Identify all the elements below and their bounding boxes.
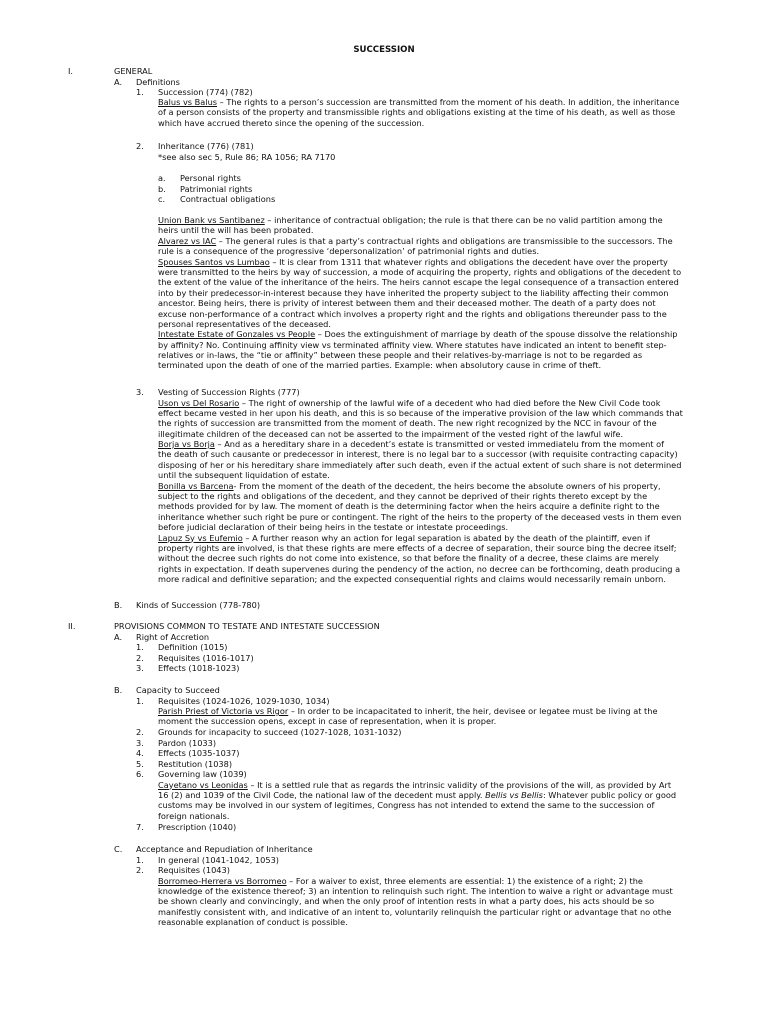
item-title: Requisites (1043) <box>158 865 230 875</box>
case-digest: Parish Priest of Victoria vs Rigor – In order to be incapacitated to inherit, the heir, devisee or legatee must be living at the moment the succession opens, except in case of representation, when it is proper. <box>158 706 658 727</box>
subsection-title: Acceptance and Repudiation of Inheritance <box>136 844 313 854</box>
list-letter: b. <box>158 183 166 194</box>
case-name: Bonilla vs Barcena <box>158 480 234 491</box>
list-letter: a. <box>158 173 166 183</box>
subsection-title: Capacity to Succeed <box>136 685 220 695</box>
item-number: 3. <box>136 387 144 397</box>
item-number: 2. <box>136 652 144 663</box>
case-digest-group: Union Bank vs Santibanez – inheritance of contractual obligation; the rule is that there can be no valid partition among the heirs until the will has been probated. Alvarez vs IAC – The general rules is that a party’s contractual rights and obligations are transmissible to the successors. The rule is a consequence of the progressive ‘depersonalization’ of patrimonial rights and duties. Spouses Santos vs Lumbao – It is clear from 1311 that whatever rights and obligations the decedent have over the property were transmitted to the heirs by way of succession, a mode of acquiring the property, rights and obligations of the decedent to the extent of the value of the inheritance of the heirs. The heirs cannot escape the legal consequence of a transaction entered into by their predecessor-in-interest because they have inherited the property subject to the liability affecting their common ancestor. Being heirs, there is privity of interest between them and their deceased mother. The death of a party does not excuse non-performance of a contract which involves a property right and the rights and obligations thereunder pass to the personal representatives of the deceased. Intestate Estate of Gonzales vs People – Does the extinguishment of marriage by death of the spouse dissolve the relationship by affinity? No. Continuing affinity view vs terminated affinity view. Where statutes have indicated an intent to benefit step- relatives or in-laws, the “tie or affinity” between these people and their relatives-by-marriage is not to be regarded as terminated upon the death of one of the married parties. Example: when absolutory cause in crime of theft. <box>158 215 682 371</box>
item-number: 1. <box>136 87 144 97</box>
case-name: Parish Priest of Victoria vs Rigor <box>158 706 289 716</box>
document-title: SUCCESSION <box>353 45 415 55</box>
subsection-title: Right of Accretion <box>136 631 210 642</box>
item-title: Restitution (1038) <box>158 758 233 769</box>
item-number: 1. <box>136 695 144 706</box>
case-name: Balus vs Balus <box>158 97 218 107</box>
item-note: *see also sec 5, Rule 86; RA 1056; RA 7170 <box>158 151 336 162</box>
case-name: Borromeo-Herrera vs Borromeo <box>158 875 287 886</box>
item-title: Inheritance (776) (781) <box>158 141 254 151</box>
item-number: 3. <box>136 663 144 673</box>
list-letter: c. <box>158 194 166 204</box>
section-heading: PROVISIONS COMMON TO TESTATE AND INTESTATE SUCCESSION <box>114 621 380 631</box>
item-number: 2. <box>136 727 144 737</box>
item-title: Prescription (1040) <box>158 822 237 832</box>
case-name: Union Bank vs Santibanez <box>158 215 265 225</box>
case-digest-group: Uson vs Del Rosario – The right of ownership of the lawful wife of a decedent who had died before the New Civil Code took effect became vested in her upon his death, and this is so because of the imperative provision of the law which commands that the rights of succession are transmitted from the moment of death. The new right recognized by the NCC in favour of the illegitimate children of the deceased can not be asserted to the impairment of the vested right of the lawful wife. Borja vs Borja – And as a hereditary share in a decedent’s estate is transmitted or vested immediatelu from the moment of the death of such causante or predecessor in interest, there is no legal bar to a successor (with requisite contracting capacity) disposing of her or his hereditary share immediately after such death, even if the actual extent of such share is not determined until the subsequent liquidation of estate. Bonilla vs Barcena- From the moment of the death of the decedent, the heirs become the absolute owners of his property, subject to the rights and obligations of the decedent, and they cannot be deprived of their rights thereto except by the methods provided for by law. The moment of death is the determining factor when the heirs acquire a definite right to the inheritance whether such right be pure or contingent. The right of the heirs to the property of the deceased vests in them even before judicial declaration of their being heirs in the testate or intestate proceedings. Lapuz Sy vs Eufemio – A further reason why an action for legal separation is abated by the death of the plaintiff, even if property rights are involved, is that these rights are mere effects of a decree of separation, their source bing the decree itself; without the decree such rights do not come into existence, so that before the finality of a decree, these claims are merely rights in expectation. If death supervenes during the pendency of the action, no decree can be forthcoming, death producing a more radical and definitive separation; and the expected consequential rights and claims would necessarily remain unborn. <box>158 397 683 585</box>
case-name: Intestate Estate of Gonzales vs People <box>158 329 316 340</box>
item-number: 4. <box>136 748 144 758</box>
item-number: 7. <box>136 822 144 832</box>
subsection-title: Kinds of Succession (778-780) <box>136 600 261 610</box>
case-name: Lapuz Sy vs Eufemio <box>158 532 243 543</box>
case-name: Uson vs Del Rosario <box>158 397 240 408</box>
subsection-letter: C. <box>114 844 123 854</box>
subsection-letter: A. <box>114 76 123 87</box>
item-title: Effects (1018-1023) <box>158 663 240 673</box>
item-number: 2. <box>136 865 144 875</box>
section-number: I. <box>68 66 74 76</box>
item-title: Governing law (1039) <box>158 769 247 779</box>
section-number: II. <box>68 621 76 631</box>
item-title: Pardon (1033) <box>158 737 217 748</box>
case-name: Spouses Santos vs Lumbao <box>158 256 270 267</box>
section-heading: GENERAL <box>114 66 153 76</box>
item-title: Succession (774) (782) <box>158 87 253 97</box>
item-title: Grounds for incapacity to succeed (1027-1028, 1031-1032) <box>158 727 402 737</box>
case-digest: Balus vs Balus – The rights to a person’s succession are transmitted from the moment of his death. In addition, the inheritance of a person consists of the property and transmissible rights and obligations existing at the time of his death, as well as those which have accrued thereto since the opening of the succession. <box>158 97 680 128</box>
subsection-letter: A. <box>114 631 123 642</box>
item-title: In general (1041-1042, 1053) <box>158 854 279 865</box>
item-number: 5. <box>136 758 144 769</box>
item-number: 1. <box>136 642 144 652</box>
item-number: 6. <box>136 769 144 779</box>
subsection-letter: B. <box>114 600 123 610</box>
item-title: Requisites (1016-1017) <box>158 652 254 663</box>
case-digest: Borromeo-Herrera vs Borromeo – For a waiver to exist, three elements are essential: 1) the existence of a right; 2) the knowledge of the existence thereof; 3) an intention to relinquish such right. The intention to waive a right or advantage must be shown clearly and convincingly, and when the only proof of intention rests in what a party does, his acts should be so manifestly consistent with, and indicative of an intent to, voluntarily relinquish the particular right or advantage that no othe reasonable explanation of conduct is possible. <box>158 875 673 928</box>
list-item: Contractual obligations <box>180 194 276 204</box>
item-title: Requisites (1024-1026, 1029-1030, 1034) <box>158 695 330 706</box>
item-title: Vesting of Succession Rights (777) <box>158 387 300 397</box>
item-title: Effects (1035-1037) <box>158 748 240 758</box>
list-item: Personal rights <box>180 173 241 183</box>
item-number: 1. <box>136 854 144 865</box>
case-name: Alvarez vs IAC <box>158 235 217 246</box>
item-title: Definition (1015) <box>158 642 228 652</box>
item-number: 3. <box>136 737 144 748</box>
subsection-title: Definitions <box>136 76 180 87</box>
case-name-italic: Bellis vs Bellis <box>485 789 543 800</box>
case-name: Cayetano vs Leonidas <box>158 779 248 790</box>
list-item: Patrimonial rights <box>180 183 253 194</box>
item-number: 2. <box>136 141 144 151</box>
case-name: Borja vs Borja <box>158 439 215 450</box>
subsection-letter: B. <box>114 685 123 695</box>
case-digest: Cayetano vs Leonidas – It is a settled rule that as regards the intrinsic validity of the provisions of the will, as provided by Art 16 (2) and 1039 of the Civil Code, the national law of the decedent must apply. Bellis vs Bellis: Whatever public policy or good customs may be involved in our system of legitimes, Congress has not intended to extend the same to the succession of foreign nationals. <box>158 779 677 821</box>
